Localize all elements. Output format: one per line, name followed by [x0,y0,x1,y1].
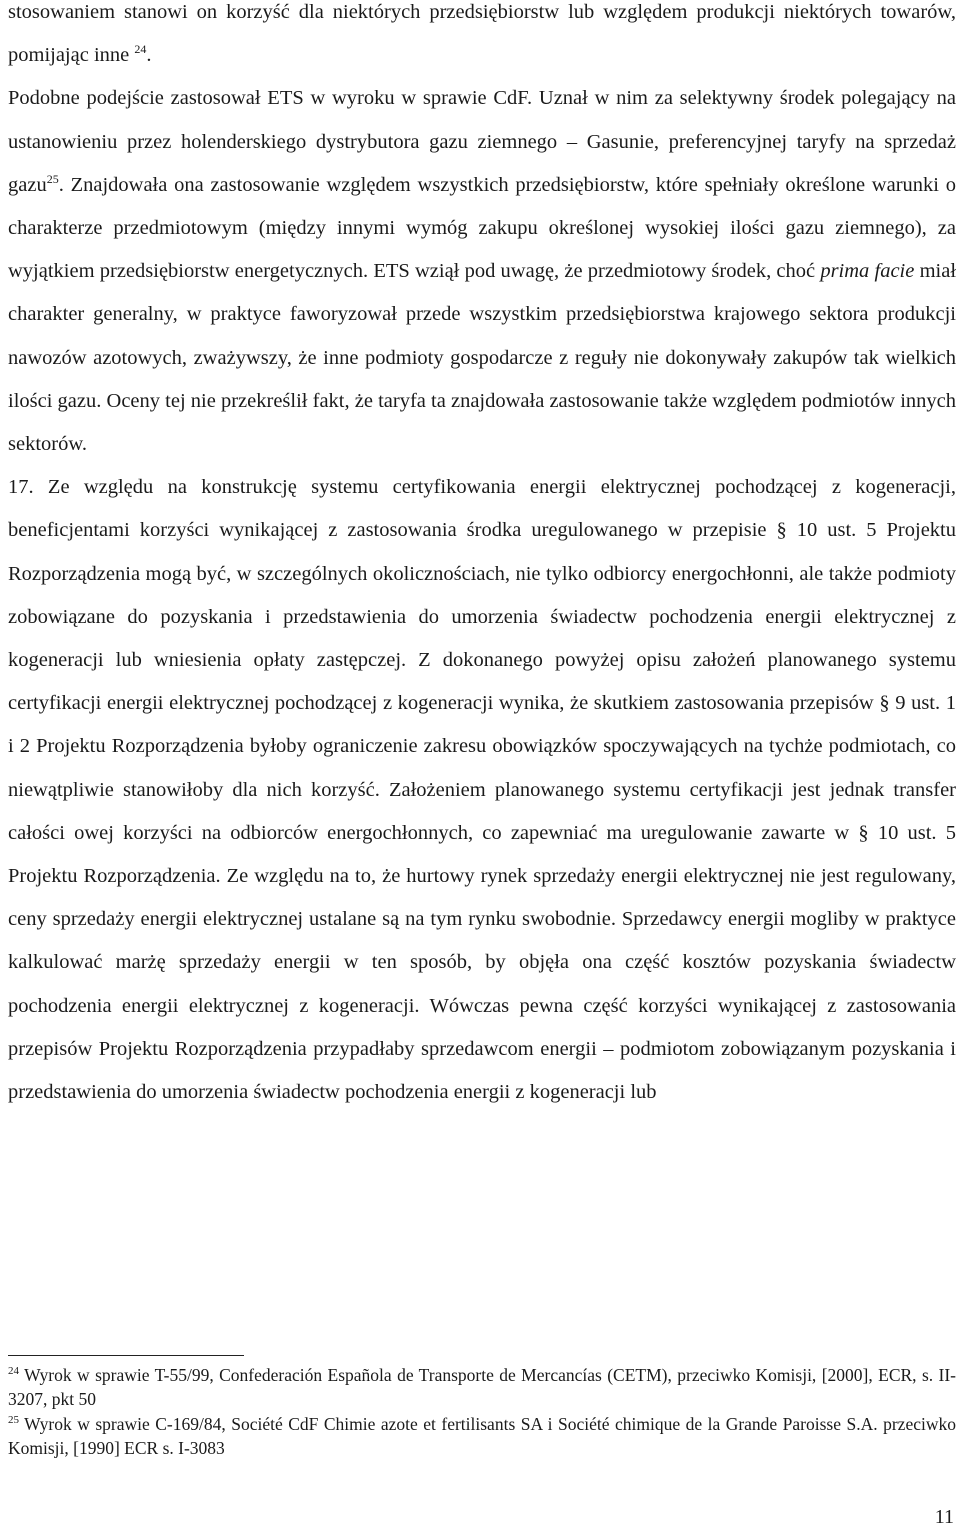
footnote-reference[interactable]: 25 [46,171,59,186]
paragraph-text: miał charakter generalny, w praktyce faworyzował przede wszystkim przedsiębiorstwa krajowego sektora produkcji nawozów azotowych, zważywszy, że inne podmioty gospodarcze z reguły nie dokonywały zakupów tak wielkich ilości gazu. Oceny tej nie przekreślił fakt, że taryfa ta znajdowała zastosowanie także względem podmiotów innych sektorów. [8,260,957,456]
paragraph-cdf [8,77,956,466]
footnote-text: Wyrok w sprawie C-169/84, Société CdF Chimie azote et fertilisants SA i Société chimique de la Grande Paroisse S.A. przeciwko Komisji, [1990] ECR s. I-3083 [8,1413,956,1458]
paragraph-text: Podobne podejście zastosował ETS w wyroku w sprawie CdF. Uznał w nim za selektywny środek polegający na ustanowieniu przez holenderskiego dystrybutora gazu ziemnego – Gasunie, preferencyjnej taryfy na sprzedaż gazu [8,87,956,196]
footnote-24 [8,1363,956,1412]
italic-phrase: prima facie [820,260,915,283]
footnote-text: Wyrok w sprawie T-55/99, Confederación Española de Transporte de Mercancías (CETM), przeciwko Komisji, [2000], ECR, s. II-3207, pkt 50 [8,1365,957,1410]
footnote-reference[interactable]: 24 [134,42,147,57]
page-number: 11 [934,1506,954,1528]
paragraph-text: . Znajdowała ona zastosowanie względem wszystkich przedsiębiorstw, które spełniały określone warunki o charakterze przedmiotowym (między innymi wymóg zakupu określonej wysokiej ilości gazu ziemnego), za wyjątkiem przedsiębiorstw energetycznych. ETS wziął pod uwagę, że przedmiotowy środek, choć [8,173,956,283]
footnote-number: 25 [8,1413,19,1426]
footnotes [8,1363,956,1460]
paragraph-text: Ze względu na konstrukcję systemu certyfikowania energii elektrycznej pochodzącej z kogeneracji, beneficjentami korzyści wynikającej z zastosowania środka uregulowanego w przepisie § 10 ust. 5 Projektu Rozporządzenia mogą być, w szczególnych okolicznościach, nie tylko odbiorcy energochłonni, ale także podmioty zobowiązane do pozyskania i przedstawienia do umorzenia świadectw pochodzenia energii elektrycznej z kogeneracji lub wniesienia opłaty zastępczej. Z dokonanego powyżej opisu założeń planowanego systemu certyfikacji energii elektrycznej pochodzącej z kogeneracji wynika, że skutkiem zastosowania przepisów § 9 ust. 1 i 2 Projektu Rozporządzenia byłoby ograniczenie zakresu obowiązków spoczywających na tychże podmiotach, co niewątpliwie stanowiłoby dla nich korzyść. Założeniem planowanego systemu certyfikacji jest jednak transfer całości owej korzyści na odbiorców energochłonnych, co zapewniać ma uregulowanie zawarte w § 10 ust. 5 Projektu Rozporządzenia. Ze względu na to, że hurtowy rynek sprzedaży energii elektrycznej nie jest regulowany, ceny sprzedaży energii elektrycznej ustalane są na tym rynku swobodnie. Sprzedawcy energii mogliby w praktyce kalkulować marżę sprzedaży energii w ten sposób, by objęła ona część kosztów pozyskania świadectw pochodzenia energii elektrycznej z kogeneracji. Wówczas pewna część korzyści wynikającej z zastosowania przepisów Projektu Rozporządzenia przypadłaby sprzedawcom energii – podmiotom zobowiązanym pozyskania i przedstawienia do umorzenia świadectw pochodzenia energii z kogeneracji lub [8,476,956,1104]
paragraph-text: stosowaniem stanowi on korzyść dla niektórych przedsiębiorstw lub względem produkcji niektórych towarów, pomijając inne [8,1,956,67]
paragraph-continued [8,0,956,77]
footnote-separator [8,1355,244,1356]
footnote-25 [8,1412,956,1461]
paragraph-17 [8,466,956,1114]
paragraph-text: . [146,44,152,67]
document-page [8,0,956,1530]
main-text [8,0,956,1114]
paragraph-number: 17. [8,476,34,499]
footnote-number: 24 [8,1365,19,1378]
